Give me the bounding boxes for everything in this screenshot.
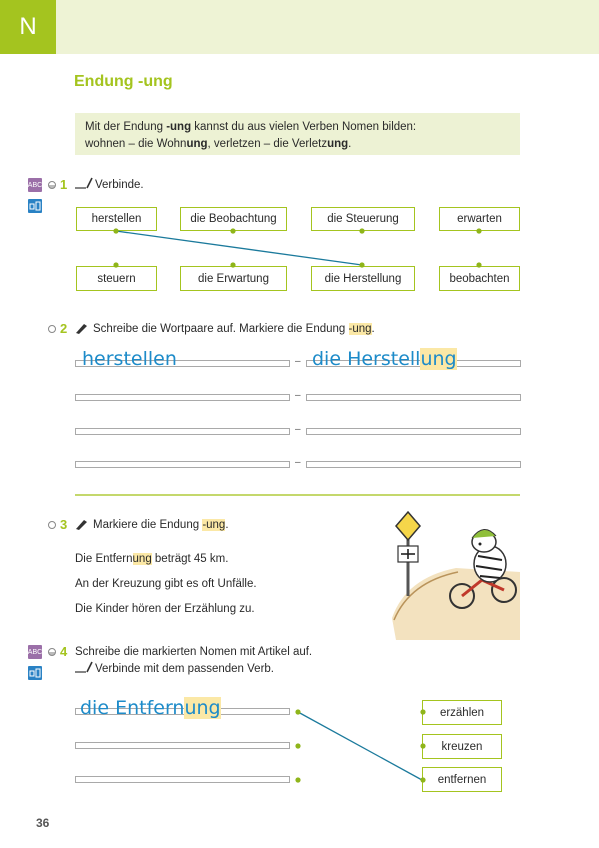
task3-sentence[interactable]: An der Kreuzung gibt es oft Unfälle. [75,578,257,590]
verb-box[interactable]: erzählen [422,700,502,725]
example-left-word: herstellen [82,348,177,370]
task3-instruction: Markiere die Endung -ung. [93,519,229,531]
task1-top-box[interactable]: die Beobachtung [180,207,287,231]
task1-bottom-box[interactable]: beobachten [439,266,520,291]
connector-dot[interactable] [420,777,425,782]
task4-instruction-2: Verbinde mit dem passenden Verb. [95,663,275,675]
verb-box[interactable]: kreuzen [422,734,502,759]
task1-bottom-box[interactable]: die Erwartung [180,266,287,291]
task3-number: 3 [60,517,68,532]
task4-example-word: die Entfernung [80,697,221,719]
connector-dot[interactable] [420,709,425,714]
connector-dot[interactable] [295,743,300,748]
connector-dot[interactable] [420,743,425,748]
task1-top-box[interactable]: erwarten [439,207,520,231]
task4-number: 4 [60,644,68,659]
task3-sentence[interactable]: Die Kinder hören der Erzählung zu. [75,603,255,615]
task3-sentence[interactable]: Die Entfernung beträgt 45 km. [75,553,229,565]
task1-instruction: Verbinde. [95,179,144,191]
task2-instruction: Schreibe die Wortpaare auf. Markiere die Endung -ung. [93,323,375,335]
dash: – [295,356,301,367]
chapter-letter: N [0,0,56,54]
task1-top-box[interactable]: die Steuerung [311,207,415,231]
abc-badge-icon: ABC [28,645,42,659]
task2-number: 2 [60,321,68,336]
task1-number: 1 [60,177,68,192]
task1-top-box[interactable]: herstellen [76,207,157,231]
dash: – [295,457,301,468]
connector-dot[interactable] [295,777,300,782]
task1-bottom-box[interactable]: steuern [76,266,157,291]
task1-bottom-box[interactable]: die Herstellung [311,266,415,291]
page-title: Endung -ung [74,73,173,90]
task4-instruction-1: Schreibe die markierten Nomen mit Artikel auf. [75,646,313,658]
verb-box[interactable]: entfernen [422,767,502,792]
page-number: 36 [36,816,50,830]
info-text: Mit der Endung -ung kannst du aus vielen Verben Nomen bilden: wohnen – die Wohnung, verletzen – die Verletzung. [85,121,417,150]
connection-line [298,712,422,780]
example-right-word: die Herstellung [312,348,457,370]
connector-dot[interactable] [295,709,300,714]
abc-badge-icon: ABC [28,178,42,192]
dash: – [295,424,301,435]
dash: – [295,390,301,401]
